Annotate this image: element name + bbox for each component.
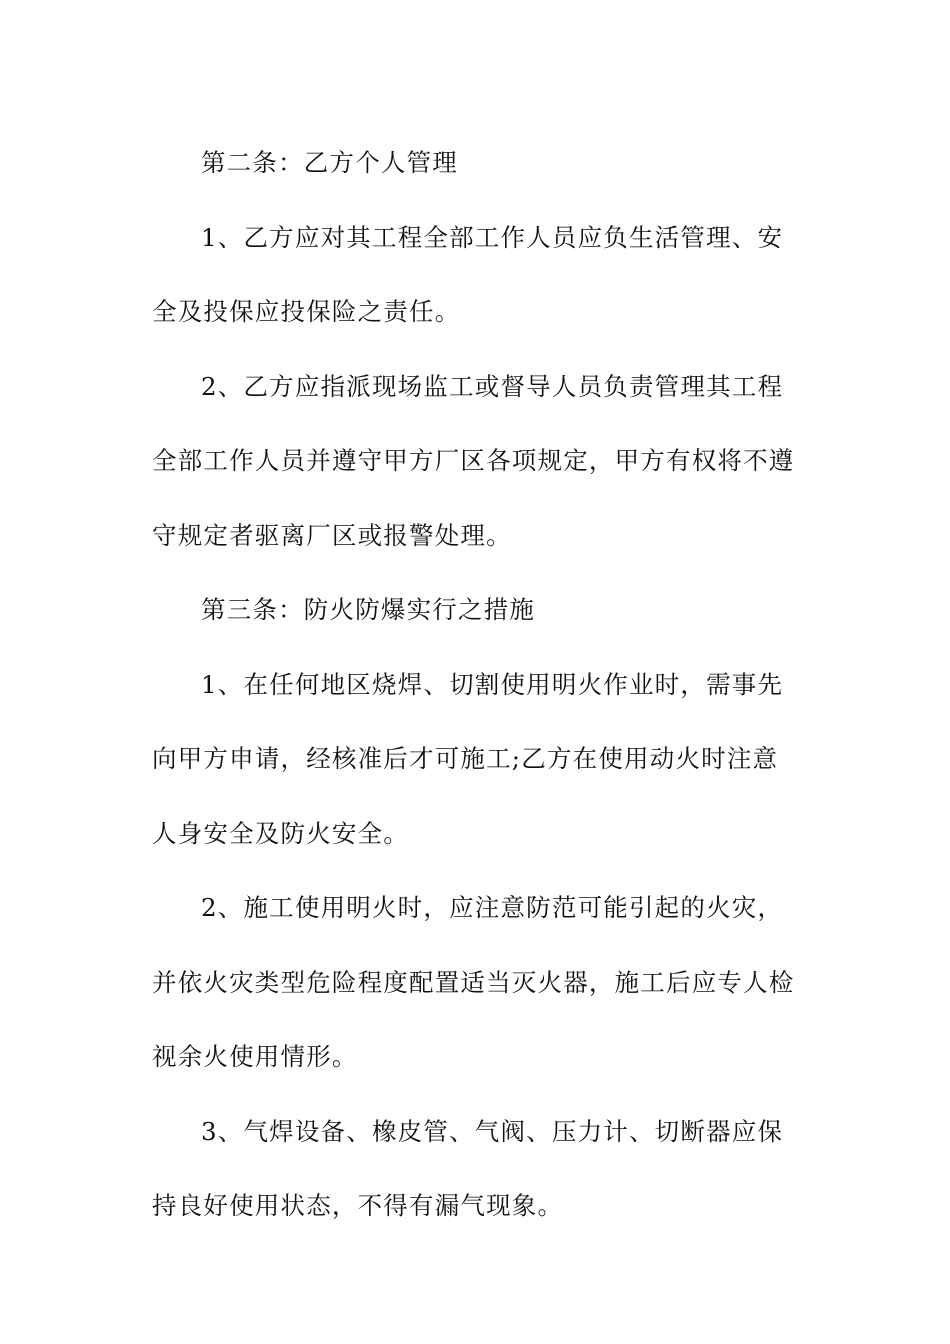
document-body	[152, 126, 802, 1244]
section-heading-article-2: 第二条：乙方个人管理	[201, 148, 458, 177]
paragraph-article-2-item-2: 2、乙方应指派现场监工或督导人员负责管理其工程全部工作人员并遵守甲方厂区各项规定，甲方有权将不遵守规定者驱离厂区或报警处理。	[152, 371, 795, 550]
paragraph-article-3-item-3: 3、气焊设备、橡皮管、气阀、压力计、切断器应保持良好使用状态，不得有漏气现象。	[152, 1116, 784, 1220]
paragraph-article-3-item-1: 1、在任何地区烧焊、切割使用明火作业时，需事先向甲方申请，经核准后才可施工;乙方在使用动火时注意人身安全及防火安全。	[152, 669, 784, 848]
section-heading-article-3: 第三条：防火防爆实行之措施	[201, 595, 536, 624]
paragraph-article-3-item-2: 2、施工使用明火时，应注意防范可能引起的火灾，并依火灾类型危险程度配置适当灭火器，施工后应专人检视余火使用情形。	[152, 893, 795, 1071]
paragraph-article-2-item-1: 1、乙方应对其工程全部工作人员应负生活管理、安全及投保应投保险之责任。	[152, 222, 784, 326]
